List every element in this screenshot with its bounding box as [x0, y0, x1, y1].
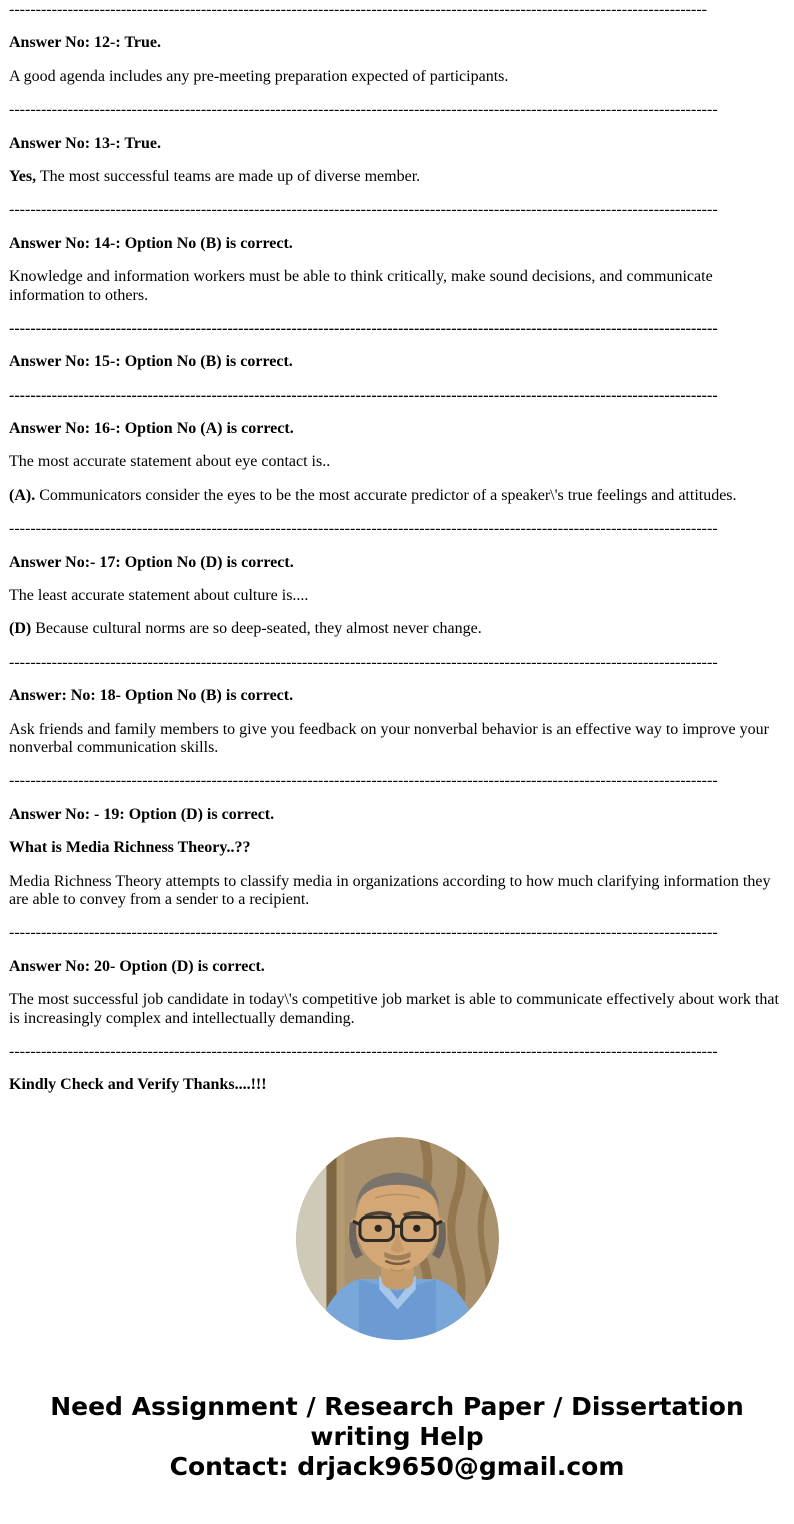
answer-12-text: A good agenda includes any pre-meeting preparation expected of participants. [9, 67, 509, 85]
separator-line: ----------------------------------------------------------------------------------------------------------------------------------- [9, 1, 707, 18]
separator-line: ------------------------------------------------------------------------------------------------------------------------------------- [9, 386, 718, 404]
separator-line: ------------------------------------------------------------------------------------------------------------------------------------- [9, 924, 718, 942]
document-body [0, 1, 794, 1482]
answer-17-heading: Answer No:- 17: Option No (D) is correct. [9, 553, 294, 571]
banner [11, 1392, 783, 1482]
banner-contact-text: Contact: drjack9650@gmail.com [169, 1451, 625, 1481]
answer-13-text-rest: The most successful teams are made up of diverse member. [39, 167, 421, 185]
answer-12-heading: Answer No: 12-: True. [9, 34, 161, 52]
separator-line: ------------------------------------------------------------------------------------------------------------------------------------- [9, 653, 718, 671]
bold-lead: (D) [9, 620, 32, 638]
answer-14-heading: Answer No: 14-: Option No (B) is correct. [9, 234, 293, 252]
avatar-container [9, 1137, 785, 1340]
separator-line: ------------------------------------------------------------------------------------------------------------------------------------- [9, 772, 718, 790]
answer-13-heading: Answer No: 13-: True. [9, 134, 161, 152]
separator-line: ------------------------------------------------------------------------------------------------------------------------------------- [9, 1042, 718, 1060]
answer-16-heading: Answer No: 16-: Option No (A) is correct. [9, 420, 294, 438]
answer-20-heading: Answer No: 20- Option (D) is correct. [9, 957, 265, 975]
answer-17-text: The least accurate statement about culture is.... [9, 587, 309, 605]
answer-15-heading: Answer No: 15-: Option No (B) is correct. [9, 353, 293, 371]
answer-20-text: The most successful job candidate in today\'s competitive job market is able to communicate effectively about work that is increasingly complex and intellectually demanding. [9, 991, 779, 1027]
answer-18-text: Ask friends and family members to give you feedback on your nonverbal behavior is an effective way to improve your nonverbal communication skills. [9, 720, 769, 756]
answer-17-option-text [9, 620, 785, 638]
separator-line: ------------------------------------------------------------------------------------------------------------------------------------- [9, 319, 718, 337]
answer-16-option-text [9, 487, 785, 505]
tutor-photo-avatar [296, 1137, 499, 1340]
answer-19-text: Media Richness Theory attempts to classify media in organizations according to how much clarifying information they are able to convey from a sender to a recipient. [9, 872, 771, 908]
answer-13-text [9, 168, 785, 186]
closing-note: Kindly Check and Verify Thanks....!!! [9, 1076, 267, 1094]
answer-16-text: The most accurate statement about eye contact is.. [9, 453, 331, 471]
separator-line: ------------------------------------------------------------------------------------------------------------------------------------- [9, 101, 718, 119]
answer-19-heading: Answer No: - 19: Option (D) is correct. [9, 805, 275, 823]
bold-lead: (A). [9, 486, 36, 504]
answer-19-subheading: What is Media Richness Theory..?? [9, 839, 251, 857]
separator-line: ------------------------------------------------------------------------------------------------------------------------------------- [9, 201, 718, 219]
answer-14-text: Knowledge and information workers must be able to think critically, make sound decisions, and communicate information to others. [9, 268, 713, 304]
banner-help-text: Need Assignment / Research Paper / Dissertation writing Help [50, 1391, 744, 1451]
answer-17-option-rest: Because cultural norms are so deep-seated, they almost never change. [35, 620, 482, 638]
answer-16-option-rest: Communicators consider the eyes to be the most accurate predictor of a speaker\'s true feelings and attitudes. [39, 486, 737, 504]
separator-line: ------------------------------------------------------------------------------------------------------------------------------------- [9, 520, 718, 538]
answer-18-heading: Answer: No: 18- Option No (B) is correct. [9, 687, 294, 705]
bold-lead: Yes, [9, 167, 37, 185]
